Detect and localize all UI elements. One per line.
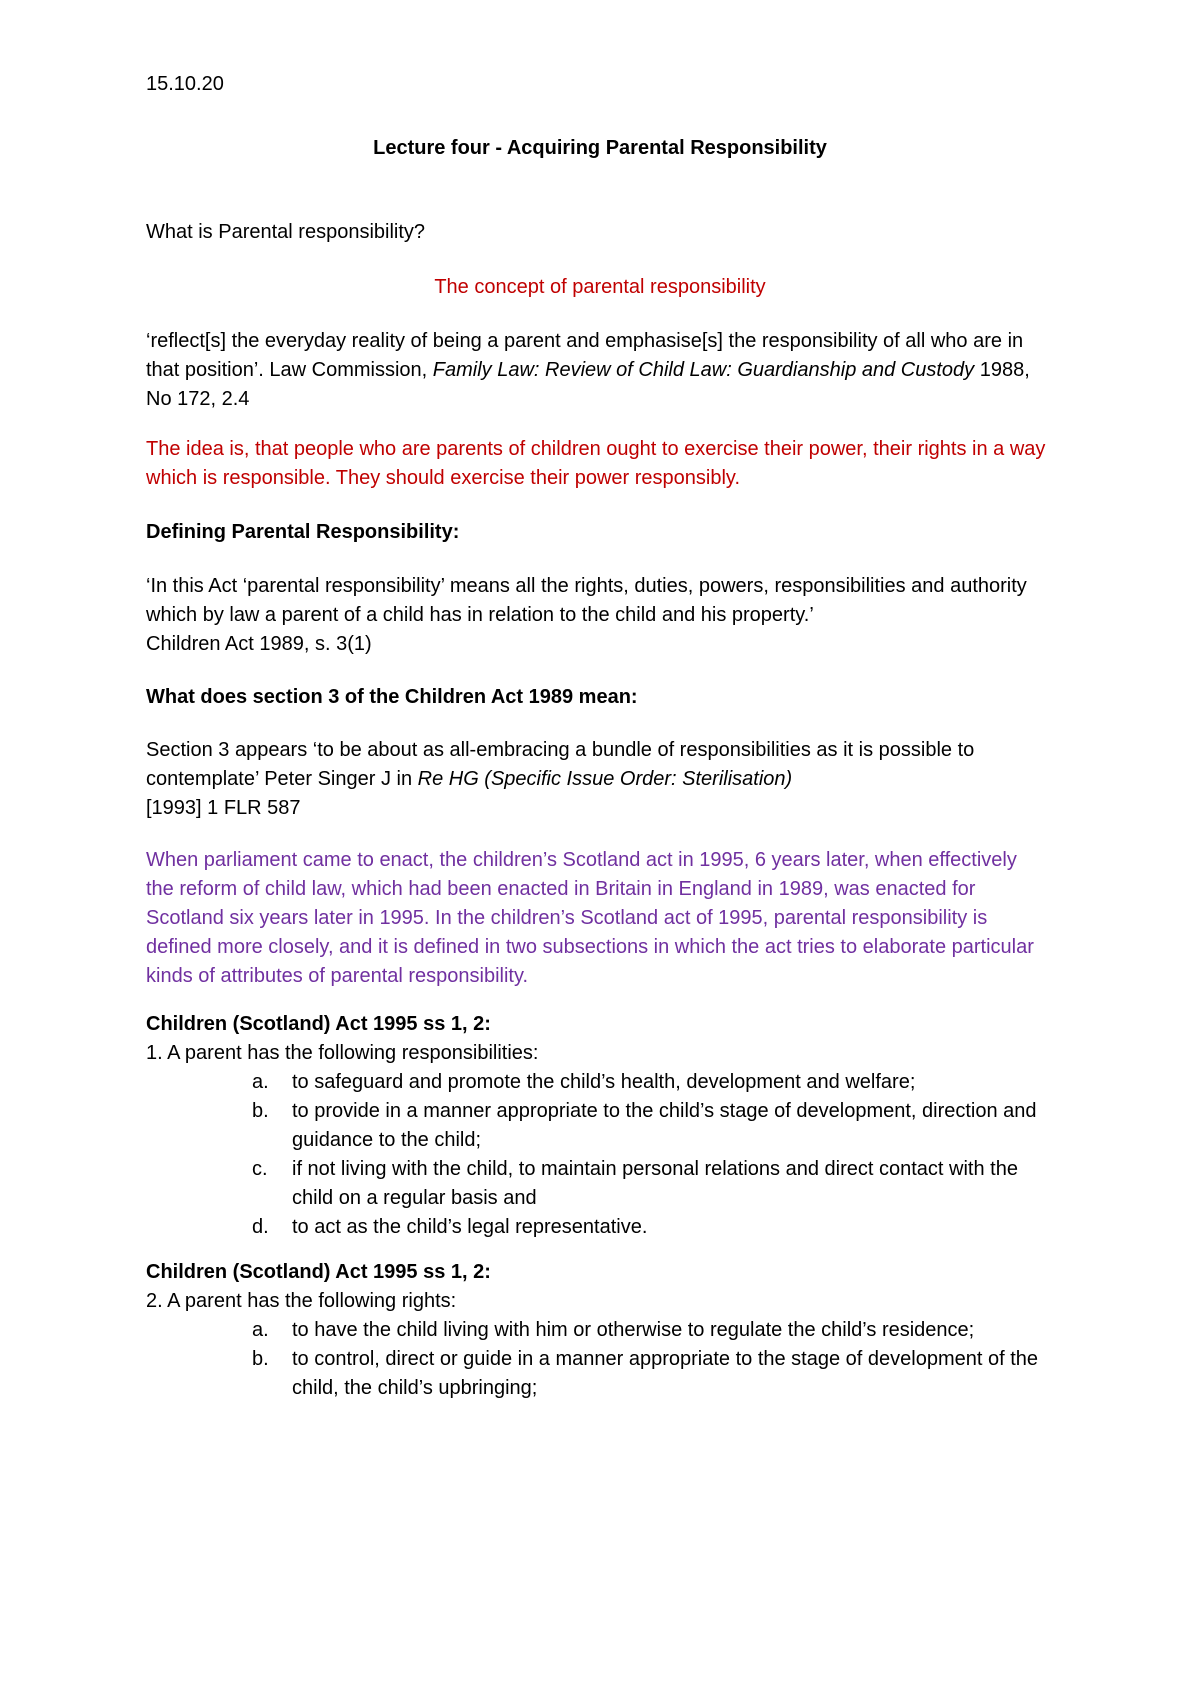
case-name: Re HG (Specific Issue Order: Sterilisation)	[417, 768, 793, 790]
question-heading: What is Parental responsibility?	[146, 221, 426, 243]
list-item-text: to provide in a manner appropriate to the child’s stage of development, direction and guidance to the child;	[292, 1100, 1037, 1151]
scotland-note: When parliament came to enact, the children’s Scotland act in 1995, 6 years later, when effectively the reform of child law, which had been enacted in Britain in England in 1989, was enacted for Scotland six years later in 1995. In the children’s Scotland act of 1995, parental responsibility is defined more closely, and it is defined in two subsections in which the act tries to elaborate particular kinds of attributes of parental responsibility.	[146, 849, 1034, 987]
list-item-text: to safeguard and promote the child’s health, development and welfare;	[292, 1071, 916, 1093]
document-date: 15.10.20	[146, 73, 224, 95]
idea-note: The idea is, that people who are parents of children ought to exercise their power, their rights in a way which is responsible. They should exercise their power responsibly.	[146, 438, 1046, 489]
list-marker: a.	[252, 1071, 269, 1093]
quote-text: ‘reflect[s] the everyday reality of being a parent and emphasise[s] the responsibility of all who are in that position’. Law Commission,	[146, 330, 1024, 381]
list-item	[252, 1213, 1052, 1242]
quote-text: ‘In this Act ‘parental responsibility’ means all the rights, duties, powers, responsibilities and authority which by law a parent of a child has in relation to the child and his property.’	[146, 575, 1027, 626]
singer-quote	[146, 736, 1046, 823]
page-title: Lecture four - Acquiring Parental Responsibility	[373, 137, 827, 159]
list-item-text: to act as the child’s legal representative.	[292, 1216, 648, 1238]
list-item	[252, 1316, 1052, 1345]
list-item	[252, 1155, 1052, 1213]
responsibilities-intro: 1. A parent has the following responsibilities:	[146, 1042, 539, 1064]
concept-heading: The concept of parental responsibility	[434, 276, 766, 298]
rights-intro: 2. A parent has the following rights:	[146, 1290, 457, 1312]
children-act-quote	[146, 572, 1046, 659]
list-marker: d.	[252, 1216, 269, 1238]
case-citation: [1993] 1 FLR 587	[146, 797, 301, 819]
list-item-text: to control, direct or guide in a manner appropriate to the stage of development of the child, the child’s upbringing;	[292, 1348, 1039, 1399]
responsibilities-list	[252, 1068, 1052, 1242]
list-marker: b.	[252, 1100, 269, 1122]
list-item	[252, 1097, 1052, 1155]
list-marker: c.	[252, 1158, 268, 1180]
quote-citation: Children Act 1989, s. 3(1)	[146, 633, 372, 655]
rights-heading: Children (Scotland) Act 1995 ss 1, 2:	[146, 1261, 491, 1283]
list-item	[252, 1068, 1052, 1097]
quote-source-tail: 1988, No 172, 2.4	[146, 359, 1030, 410]
rights-section	[146, 1258, 1046, 1316]
quote-text: Section 3 appears ‘to be about as all-embracing a bundle of responsibilities as it is possible to contemplate’ Peter Singer J in	[146, 739, 975, 790]
quote-source-title: Family Law: Review of Child Law: Guardianship and Custody	[432, 359, 975, 381]
list-marker: b.	[252, 1348, 269, 1370]
list-item	[252, 1345, 1052, 1403]
defining-heading: Defining Parental Responsibility:	[146, 521, 460, 543]
list-marker: a.	[252, 1319, 269, 1341]
responsibilities-section	[146, 1010, 1046, 1068]
rights-list	[252, 1316, 1052, 1403]
law-commission-quote	[146, 327, 1046, 414]
list-item-text: if not living with the child, to maintain personal relations and direct contact with the child on a regular basis and	[292, 1158, 1018, 1209]
responsibilities-heading: Children (Scotland) Act 1995 ss 1, 2:	[146, 1013, 491, 1035]
list-item-text: to have the child living with him or otherwise to regulate the child’s residence;	[292, 1319, 975, 1341]
section3-heading: What does section 3 of the Children Act 1989 mean:	[146, 686, 638, 708]
